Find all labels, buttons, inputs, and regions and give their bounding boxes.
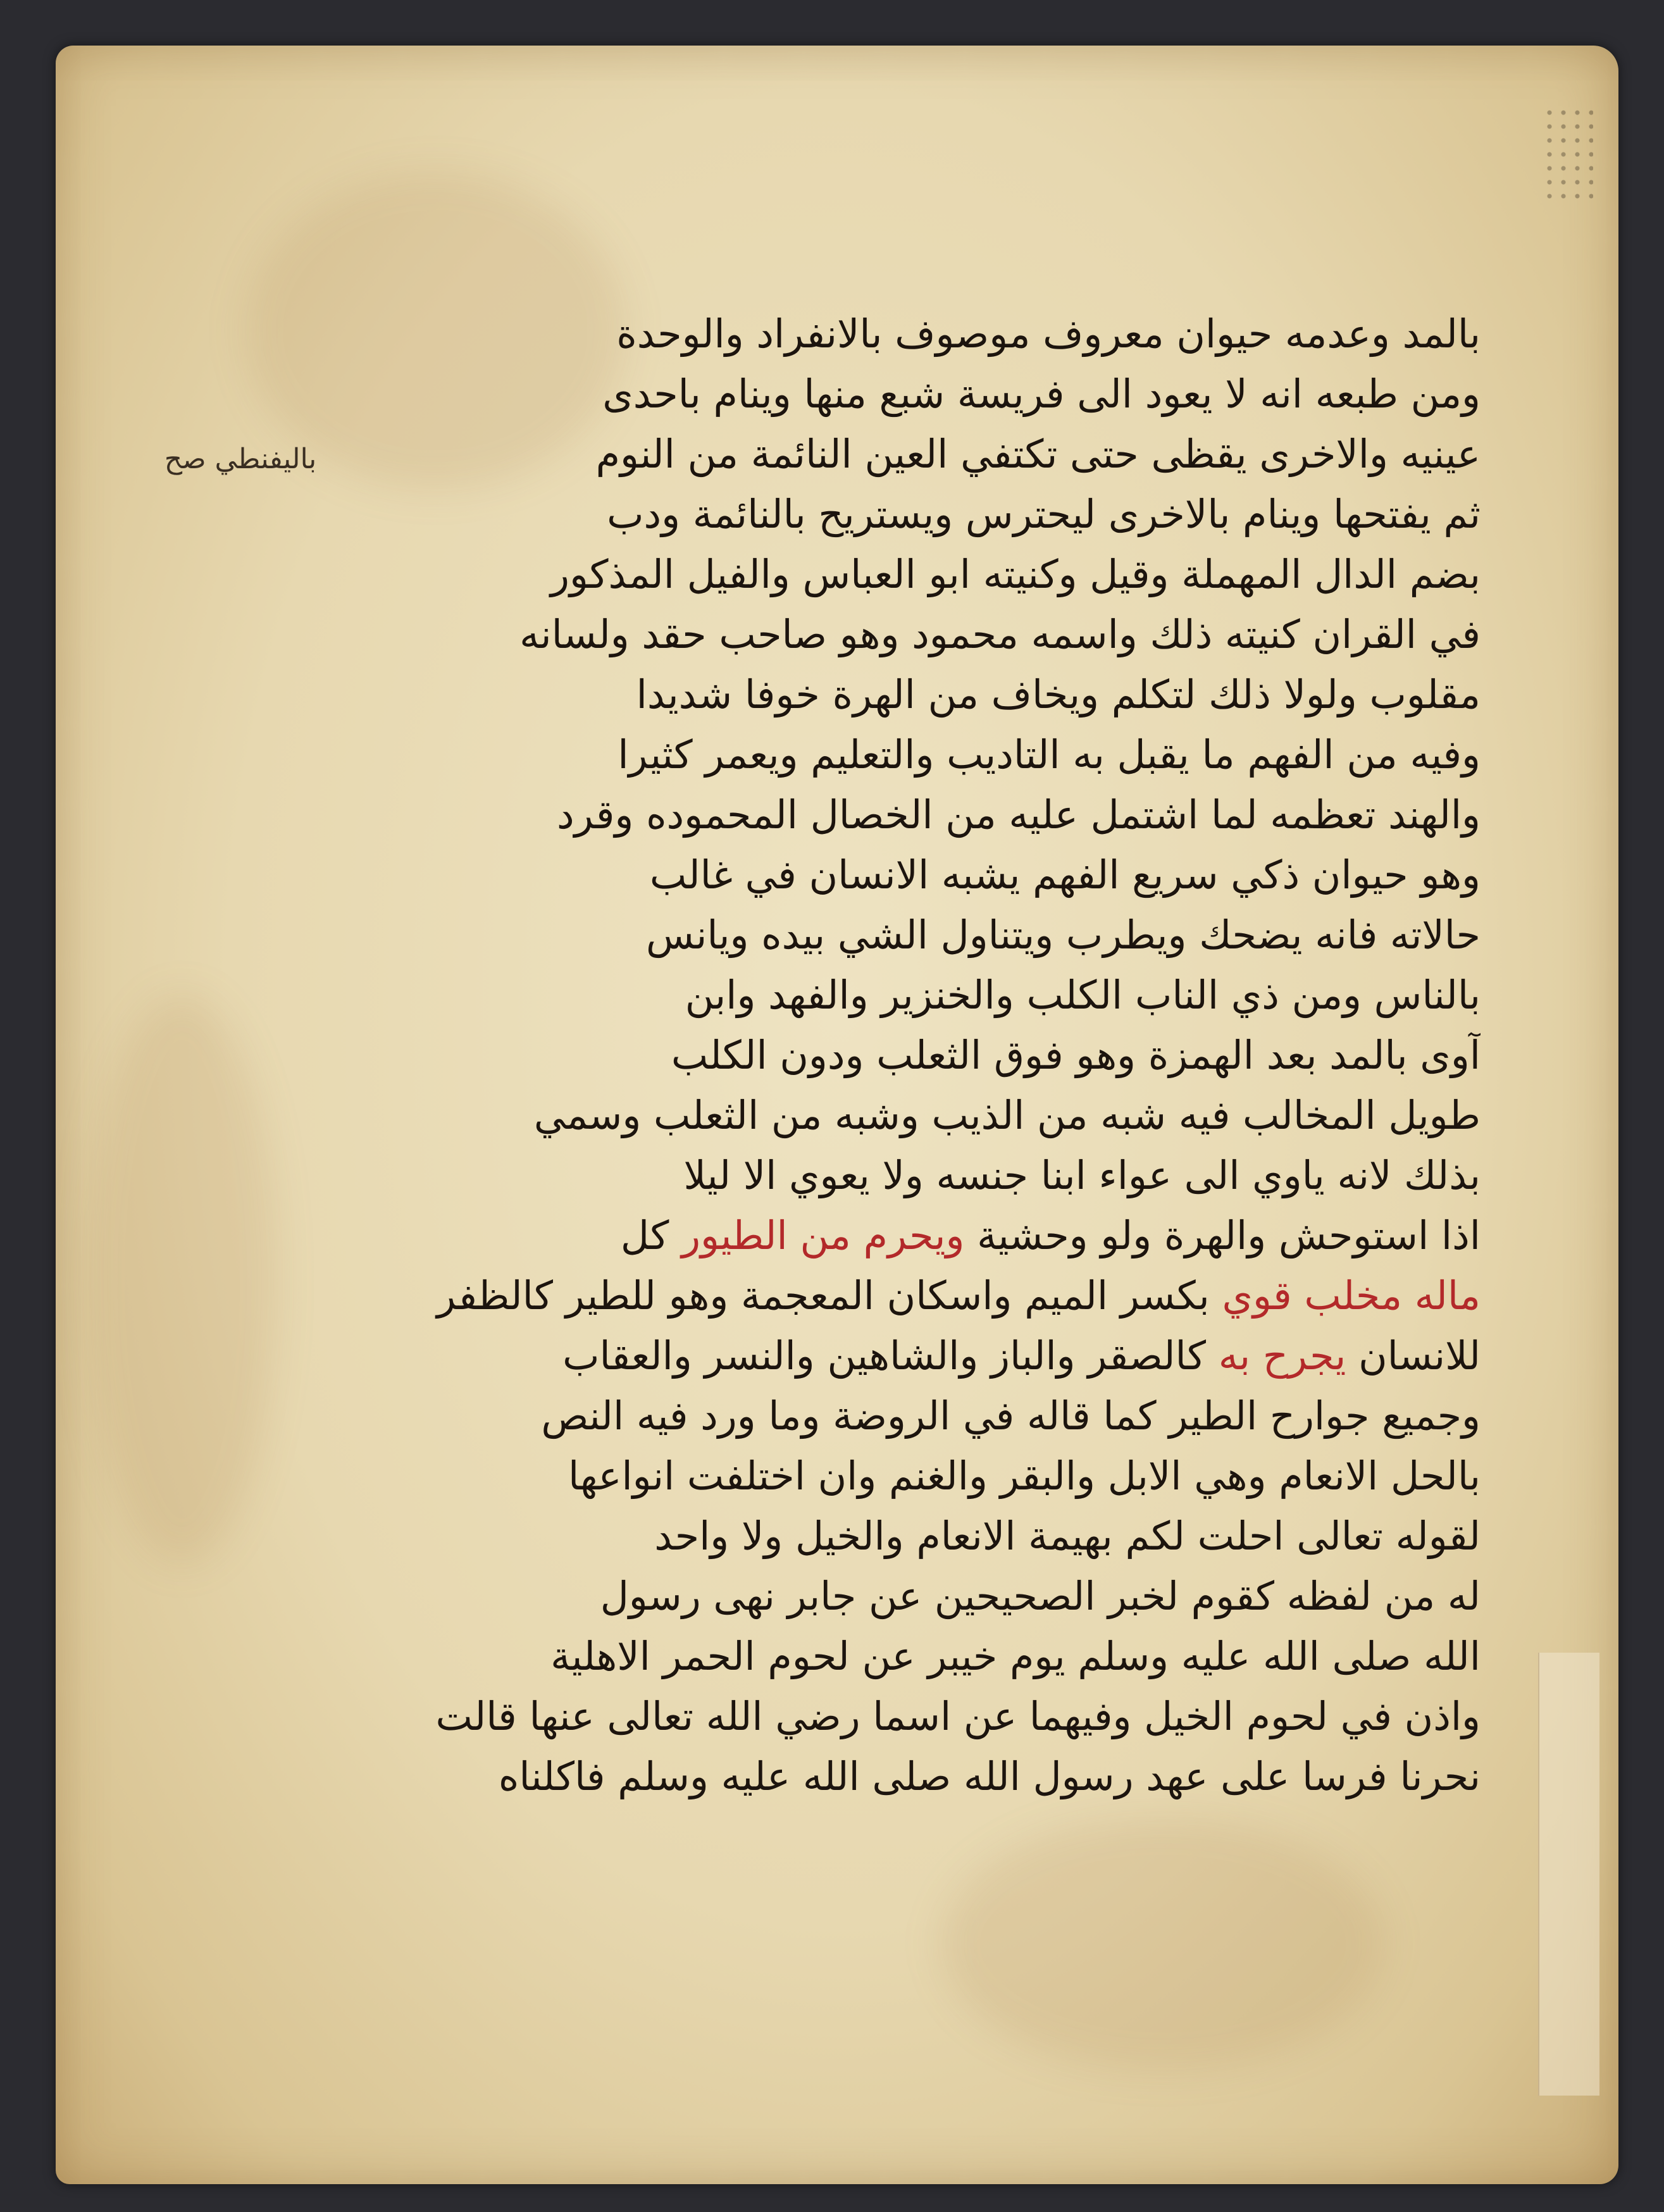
line-text: كل [620,1212,682,1258]
line-text: آوى بالمد بعد الهمزة وهو فوق الثعلب ودون الكلب [671,1032,1481,1078]
line-text: واذن في لحوم الخيل وفيهما عن اسما رضي الله تعالى عنها قالت [435,1693,1481,1739]
line-text: وهو حيوان ذكي سريع الفهم يشبه الانسان في غالب [649,852,1481,898]
text-line [354,1205,1481,1265]
text-line [354,1145,1481,1205]
line-text: بكسر الميم واسكان المعجمة وهو للطير كالظفر [437,1272,1222,1319]
line-text: بالناس ومن ذي الناب الكلب والخنزير والفهد وابن [685,972,1481,1018]
text-line [354,424,1481,484]
line-text: الله صلى الله عليه وسلم يوم خيبر عن لحوم الحمر الاهلية [550,1633,1481,1679]
text-line [354,1085,1481,1145]
text-line [354,1626,1481,1686]
line-text: بذلك لانه ياوي الى عواء ابنا جنسه ولا يعوي الا ليلا [683,1152,1481,1198]
text-line [354,1686,1481,1746]
text-line [354,544,1481,604]
margin-note: باليفنطي صح [164,443,317,475]
rubric-text: ماله مخلب قوي [1222,1272,1481,1319]
text-line [354,965,1481,1025]
line-text: وجميع جوارح الطير كما قاله في الروضة وما ورد فيه النص [541,1393,1481,1439]
line-text: طويل المخالب فيه شبه من الذيب وشبه من الثعلب وسمي [533,1092,1481,1138]
line-text: للانسان [1346,1333,1481,1379]
text-line [354,724,1481,785]
rubric-text: يجرح به [1218,1333,1346,1379]
text-line [354,1025,1481,1085]
line-text: اذا استوحش والهرة ولو وحشية [964,1212,1481,1258]
text-line [354,1446,1481,1506]
line-text: بضم الدال المهملة وقيل وكنيته ابو العباس والفيل المذكور [550,551,1481,597]
text-line [354,484,1481,544]
paper-stain [87,995,277,1564]
text-line [354,664,1481,724]
text-line [354,1326,1481,1386]
line-text: حالاته فانه يضحك ويطرب ويتناول الشي بيده ويانس [646,912,1481,958]
line-text: لقوله تعالى احلت لكم بهيمة الانعام والخيل ولا واحد [654,1513,1481,1559]
line-text: نحرنا فرسا على عهد رسول الله صلى الله عليه وسلم فاكلناه [498,1753,1481,1799]
line-text: وفيه من الفهم ما يقبل به التاديب والتعليم ويعمر كثيرا [618,731,1481,778]
text-line [354,604,1481,664]
text-line [354,304,1481,364]
text-line [354,785,1481,845]
text-line [354,1265,1481,1326]
line-text: بالمد وعدمه حيوان معروف موصوف بالانفراد والوحدة [616,311,1481,357]
text-line [354,1386,1481,1446]
line-text: بالحل الانعام وهي الابل والبقر والغنم وان اختلفت انواعها [568,1453,1481,1499]
text-line [354,1746,1481,1806]
text-line [354,1566,1481,1626]
text-line [354,1506,1481,1566]
binding-holes [1543,106,1593,201]
line-text: مقلوب ولولا ذلك لتكلم ويخاف من الهرة خوفا شديدا [636,671,1481,718]
paper-stain [941,1817,1384,2070]
main-text-block [354,304,1481,1806]
line-text: كالصقر والباز والشاهين والنسر والعقاب [562,1333,1219,1379]
text-line [354,905,1481,965]
text-line [354,364,1481,424]
line-text: في القران كنيته ذلك واسمه محمود وهو صاحب حقد ولسانه [519,611,1481,657]
text-line [354,845,1481,905]
line-text: ومن طبعه انه لا يعود الى فريسة شبع منها وينام باحدى [602,371,1481,417]
line-text: عينيه والاخرى يقظى حتى تكتفي العين النائمة من النوم [595,431,1481,477]
rubric-text: ويحرم من الطيور [681,1212,965,1258]
line-text: ثم يفتحها وينام بالاخرى ليحترس ويستريح بالنائمة ودب [607,491,1481,537]
paper-repair-strip [1538,1653,1599,2096]
line-text: له من لفظه كقوم لخبر الصحيحين عن جابر نهى رسول [600,1573,1481,1619]
line-text: والهند تعظمه لما اشتمل عليه من الخصال المحموده وقرد [556,792,1481,838]
